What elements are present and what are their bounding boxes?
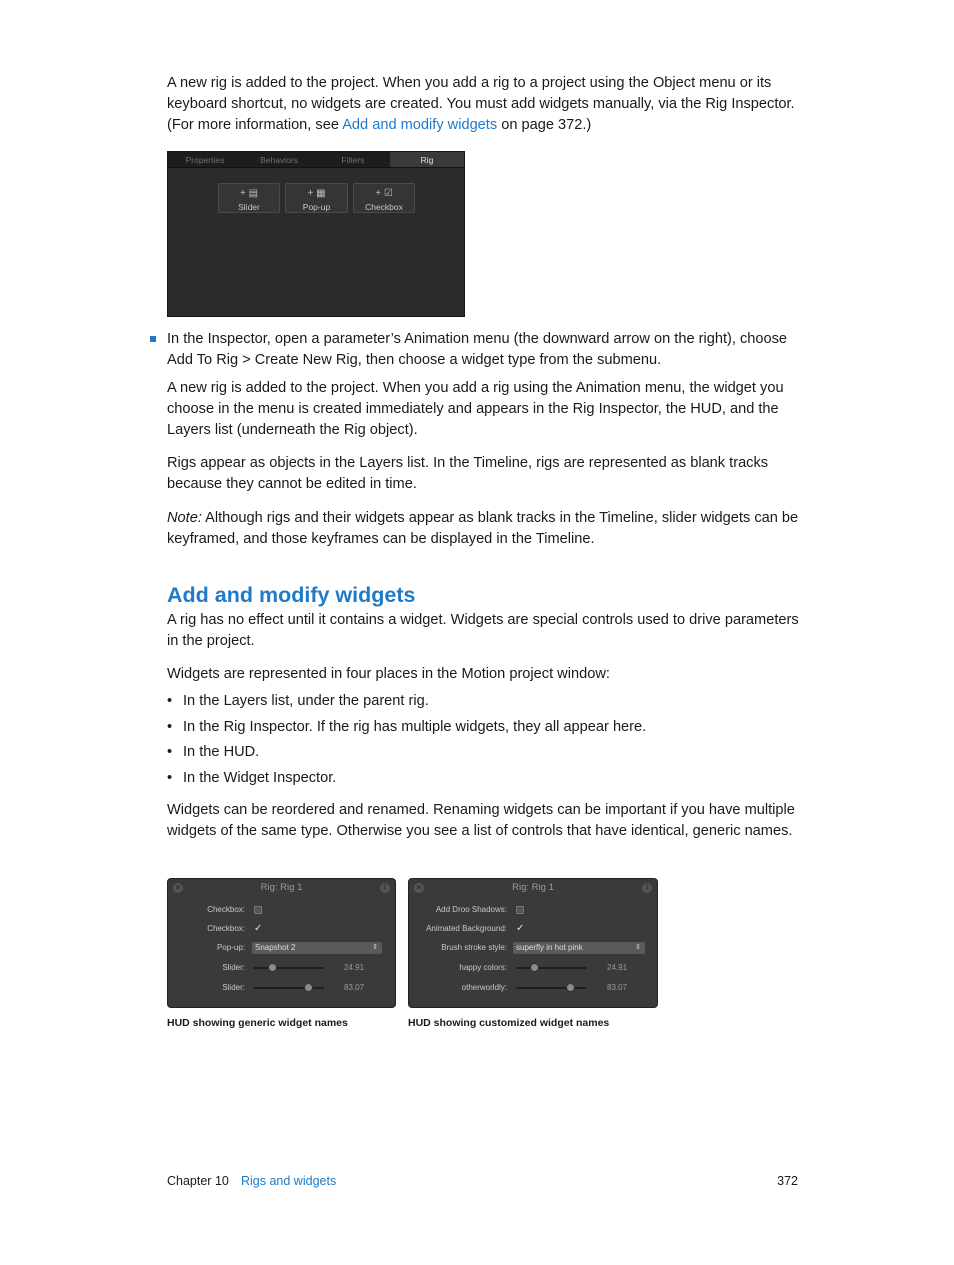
bullet-dot-icon: • (167, 744, 173, 760)
paragraph-5: Widgets are represented in four places in the Motion project window: (167, 666, 610, 682)
tab-properties[interactable]: Properties (185, 155, 225, 165)
checkbox-label: Checkbox: (207, 905, 245, 914)
inspector-tabs (168, 152, 464, 168)
add-modify-widgets-link[interactable]: Add and modify widgets (342, 117, 498, 133)
intro-text-end: on page 372.) (497, 117, 592, 133)
list-item (167, 742, 259, 763)
updown-arrows-icon: ⇕ (372, 944, 378, 951)
close-icon[interactable]: × (173, 883, 183, 893)
slider-knob[interactable] (304, 983, 313, 992)
checkbox-label: Checkbox: (207, 924, 245, 933)
list-item (167, 691, 429, 712)
add-slider-label: Slider (238, 202, 260, 212)
info-icon[interactable]: i (642, 883, 652, 893)
slider-track[interactable] (516, 967, 586, 969)
section-heading: Add and modify widgets (167, 583, 416, 607)
hud-generic-panel (167, 878, 396, 1008)
slider-value[interactable]: 24.91 (344, 963, 365, 972)
popup-value: superfly in hot pink (516, 943, 583, 952)
caption-custom: HUD showing customized widget names (408, 1017, 610, 1029)
bullet-dot-icon: • (167, 719, 173, 735)
hud-row (168, 922, 395, 936)
hud-row (409, 941, 657, 955)
popup-icon: + ▦ (307, 188, 326, 199)
slider-label: otherworldly: (461, 983, 507, 992)
footer-chapter: Chapter 10 (167, 1174, 229, 1188)
page-number: 372 (777, 1174, 798, 1188)
slider-value[interactable]: 24.91 (607, 963, 628, 972)
popup-label: Brush stroke style: (441, 943, 507, 952)
bullet-paragraph: In the Inspector, open a parameter’s Animation menu (the downward arrow on the right), choose Add To Rig > Create New Rig, then choose a widget type from the submenu. (167, 331, 788, 368)
note-paragraph (167, 508, 807, 550)
slider-knob[interactable] (566, 983, 575, 992)
slider-label: Slider: (222, 983, 245, 992)
paragraph-6: Widgets can be reordered and renamed. Renaming widgets can be important if you have multiple widgets of the same type. Otherwise you see a list of controls that have identical, generic names. (167, 802, 795, 839)
checkbox-icon: + ☑ (375, 188, 393, 199)
paragraph-4: A rig has no effect until it contains a widget. Widgets are special controls used to drive parameters in the project. (167, 612, 799, 649)
slider-knob[interactable] (530, 963, 539, 972)
popup-value: Snapshot 2 (255, 943, 296, 952)
hud-title: Rig: Rig 1 (260, 882, 303, 893)
hud-row (168, 961, 395, 975)
add-checkbox-label: Checkbox (365, 202, 403, 212)
bullet-dot-icon: • (167, 770, 173, 786)
checkbox-label: Animated Background: (426, 924, 507, 933)
hud-row (409, 961, 657, 975)
updown-arrows-icon: ⇕ (635, 944, 641, 951)
list-item-text: In the Rig Inspector. If the rig has multiple widgets, they all appear here. (183, 719, 647, 735)
caption-generic: HUD showing generic widget names (167, 1017, 348, 1029)
popup-label: Pop-up: (216, 943, 245, 952)
add-popup-label: Pop-up (302, 202, 331, 212)
slider-track[interactable] (516, 987, 586, 989)
slider-value[interactable]: 83.07 (607, 983, 628, 992)
hud-row (409, 981, 657, 995)
slider-track[interactable] (254, 987, 324, 989)
list-item-text: In the Layers list, under the parent rig. (183, 693, 429, 709)
hud-row (409, 922, 657, 936)
paragraph-3: Rigs appear as objects in the Layers list. In the Timeline, rigs are represented as blank tracks because they cannot be edited in time. (167, 455, 769, 492)
slider-label: Slider: (222, 963, 245, 972)
checkmark-icon[interactable]: ✓ (516, 923, 525, 934)
slider-icon: + ▤ (239, 188, 259, 199)
note-text: Although rigs and their widgets appear as blank tracks in the Timeline, slider widgets can be keyframed, and those keyframes can be displayed in the Timeline. (167, 510, 799, 547)
add-popup-button[interactable] (285, 183, 348, 213)
intro-text: A new rig is added to the project. When you add a rig to a project using the Object menu or its keyboard shortcut, no widgets are created. You must add widgets manually, via the Rig Inspector. (For more information, see (167, 75, 795, 133)
checkbox-unchecked[interactable] (516, 906, 524, 914)
popup-menu[interactable] (513, 942, 645, 954)
slider-track[interactable] (254, 967, 324, 969)
close-icon[interactable]: × (414, 883, 424, 893)
list-item (167, 717, 646, 738)
footer-chapter-link[interactable]: Rigs and widgets (241, 1174, 337, 1188)
hud-title: Rig: Rig 1 (512, 882, 554, 893)
info-icon[interactable]: i (380, 883, 390, 893)
slider-label: happy colors: (459, 963, 507, 972)
tab-filters[interactable]: Filters (341, 155, 365, 165)
hud-row (409, 903, 657, 917)
hud-row (168, 903, 395, 917)
hud-row (168, 941, 395, 955)
add-checkbox-button[interactable] (353, 183, 415, 213)
checkbox-label: Add Droo Shadows: (435, 905, 507, 914)
tab-behaviors[interactable]: Behaviors (260, 155, 298, 165)
list-item (167, 768, 336, 789)
bullet-dot-icon: • (167, 693, 173, 709)
checkmark-icon[interactable]: ✓ (254, 923, 263, 934)
add-slider-button[interactable] (218, 183, 280, 213)
hud-row (168, 981, 395, 995)
note-label: Note: (167, 510, 202, 526)
slider-knob[interactable] (268, 963, 277, 972)
hud-custom-panel (408, 878, 658, 1008)
popup-menu[interactable] (252, 942, 382, 954)
tab-rig[interactable]: Rig (390, 152, 464, 167)
checkbox-unchecked[interactable] (254, 906, 262, 914)
square-bullet-icon (150, 336, 156, 342)
rig-inspector-screenshot (167, 151, 465, 317)
paragraph-2: A new rig is added to the project. When you add a rig using the Animation menu, the widget you choose in the menu is created immediately and appears in the Rig Inspector, the HUD, and the Layers list (underneath the Rig object). (167, 380, 784, 438)
list-item-text: In the Widget Inspector. (183, 770, 337, 786)
intro-paragraph (167, 73, 807, 136)
slider-value[interactable]: 83.07 (344, 983, 365, 992)
list-item-text: In the HUD. (183, 744, 260, 760)
